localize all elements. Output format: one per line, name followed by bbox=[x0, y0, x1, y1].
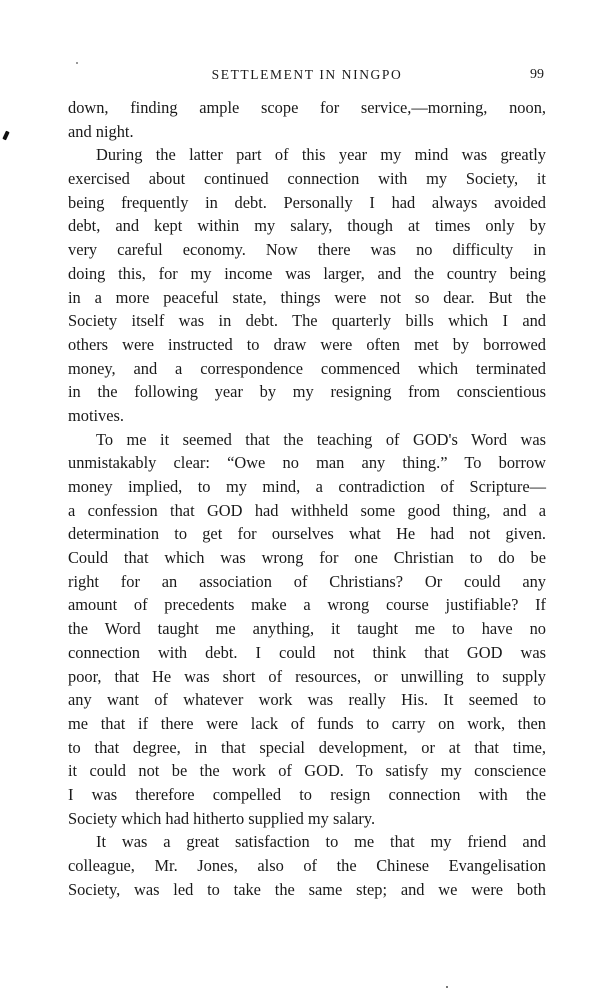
text-line: very careful economy. Now there was no difficulty in bbox=[68, 240, 546, 260]
text-line: in a more peaceful state, things were not so dear. But the bbox=[68, 287, 546, 307]
text-line: I was therefore compelled to resign connection with the bbox=[68, 784, 546, 804]
text-line: exercised about continued connection with my Society, it bbox=[68, 169, 546, 189]
print-speck bbox=[446, 986, 448, 988]
text-line: It was a great satisfaction to me that my friend and bbox=[96, 832, 546, 852]
text-line: connection with debt. I could not think that GOD was bbox=[68, 642, 546, 662]
text-line: motives. bbox=[68, 405, 124, 425]
text-line: being frequently in debt. Personally I had always avoided bbox=[68, 192, 546, 212]
text-line: money implied, to my mind, a contradiction of Scripture— bbox=[68, 477, 546, 496]
text-line: and night. bbox=[68, 121, 134, 141]
text-line: During the latter part of this year my mind was greatly bbox=[96, 145, 546, 165]
text-line: any want of whatever work was really His. It seemed to bbox=[68, 690, 546, 710]
text-line: others were instructed to draw were often met by borrowed bbox=[68, 334, 546, 354]
text-line: it could not be the work of GOD. To satisfy my conscience bbox=[68, 761, 546, 781]
text-line: a confession that GOD had withheld some good thing, and a bbox=[68, 500, 546, 520]
text-line: to that degree, in that special development, or at that time, bbox=[68, 737, 546, 757]
text-line: determination to get for ourselves what He had not given. bbox=[68, 524, 546, 544]
text-line: Society, was led to take the same step; and we were both bbox=[68, 879, 546, 899]
text-line: down, finding ample scope for service,—morning, noon, bbox=[68, 98, 546, 117]
text-line: amount of precedents make a wrong course justifiable? If bbox=[68, 595, 546, 615]
text-line: doing this, for my income was larger, and the country being bbox=[68, 263, 546, 283]
text-line: unmistakably clear: “Owe no man any thing.” To borrow bbox=[68, 453, 546, 473]
running-head bbox=[68, 64, 546, 86]
text-line: debt, and kept within my salary, though at times only by bbox=[68, 216, 546, 236]
text-line: Society which had hitherto supplied my salary. bbox=[68, 808, 376, 828]
text-line: right for an association of Christians? Or could any bbox=[68, 571, 546, 591]
text-line: Could that which was wrong for one Christian to do be bbox=[68, 548, 546, 568]
body-text bbox=[68, 96, 546, 901]
margin-ink-mark bbox=[2, 131, 9, 141]
text-line: Society itself was in debt. The quarterly bills which I and bbox=[68, 311, 546, 331]
text-line: the Word taught me anything, it taught me to have no bbox=[68, 619, 546, 639]
text-line: in the following year by my resigning from conscientious bbox=[68, 382, 546, 402]
text-line: me that if there were lack of funds to carry on work, then bbox=[68, 713, 546, 733]
page-number: 99 bbox=[530, 67, 544, 82]
text-line: colleague, Mr. Jones, also of the Chinese Evangelisation bbox=[68, 856, 546, 875]
text-line: To me it seemed that the teaching of GOD's Word was bbox=[96, 429, 546, 449]
text-line: poor, that He was short of resources, or unwilling to supply bbox=[68, 666, 546, 686]
running-title: SETTLEMENT IN NINGPO bbox=[211, 67, 403, 82]
text-line: money, and a correspondence commenced which terminated bbox=[68, 358, 546, 378]
